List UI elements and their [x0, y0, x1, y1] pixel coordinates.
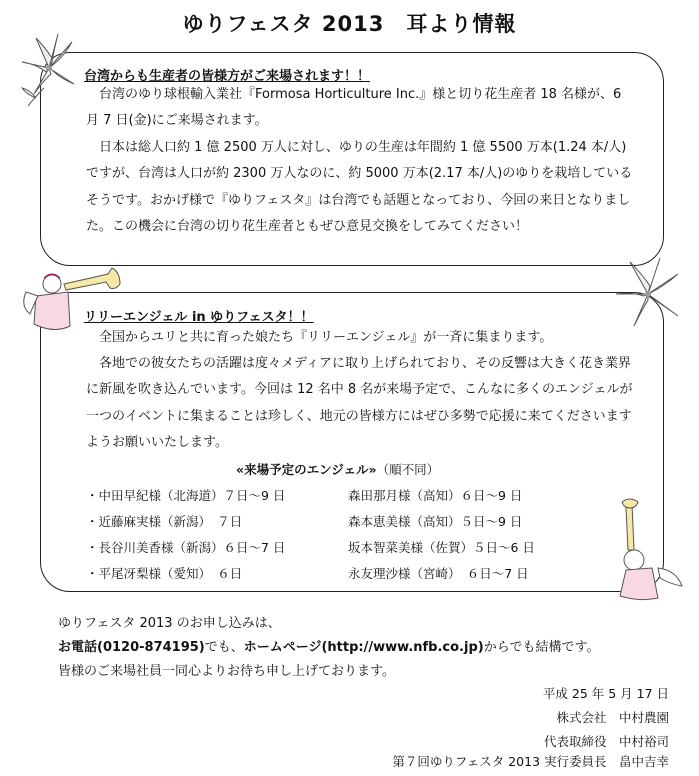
angel-trumpet-icon: [20, 262, 130, 342]
lily-flower-icon: [14, 28, 84, 108]
lily-angel-paragraph-2: 各地での彼女たちの活躍は度々メディアに取り上げられており、その反響は大きく花き業界に新風を吹き込んでいます。今回は 12 名中 8 名が来場予定で、こんなに多くのエンジェルが一つのイベントに集まることは珍しく、地元の皆様方にはぜひ多勢で応援に来てくださいますようお願いいたします。: [86, 356, 633, 451]
angel-entry: ・近藤麻実様（新潟） ７日: [86, 514, 243, 529]
angel-entry: ・平尾冴梨様（愛知） ６日: [86, 566, 243, 581]
angel-list-title: «来場予定のエンジェル»: [236, 462, 377, 477]
taiwan-paragraph-1: 台湾のゆり球根輸入業社『Formosa Horticulture Inc.』様と切り花生産者 18 名様が、6 月 7 日(金)にご来場されます。: [86, 87, 622, 129]
document-date: 平成 25 年 5 月 17 日: [542, 686, 669, 701]
taiwan-paragraph-2: 日本は総人口約 1 億 2500 万人に対し、ゆりの生産は年間約 1 億 5500 万本(1.24 本/人)ですが、台湾は人口が約 2300 万人なのに、約 5000 万本(2.17 本/人)のゆりを栽培しているそうです。おかげ様で『ゆりフェスタ』は台湾でも話題となっており、今回の来日となりました。この機会に台湾の切り花生産者ともぜひ意見交換をしてみてください！: [86, 140, 633, 235]
angel-trumpet-icon: [596, 498, 692, 602]
lily-angel-paragraph-1: 全国からユリと共に育った娘たち『リリーエンジェル』が一斉に集まります。: [86, 330, 553, 345]
lily-angel-heading: リリーエンジェル in ゆりフェスタ！！: [84, 310, 314, 325]
homepage-link[interactable]: ホームページ(http://www.nfb.co.jp): [243, 640, 484, 655]
ceo-name: 代表取締役 中村裕司: [543, 734, 669, 749]
angel-entry: ・中田早紀様（北海道）７日〜9 日: [86, 488, 286, 503]
footer-closing: 皆様のご来場社員一同心よりお待ち申し上げております。: [58, 664, 395, 679]
company-name: 株式会社 中村農園: [556, 710, 669, 725]
angel-entry: 坂本智菜美様（佐賀）５日〜6 日: [348, 540, 535, 555]
angel-entry: ・長谷川美香様（新潟）６日〜7 日: [86, 540, 286, 555]
lily-flower-icon: [608, 254, 688, 334]
angel-entry: 森本恵美様（高知）５日〜9 日: [348, 514, 523, 529]
angel-entry: 森田那月様（高知）６日〜9 日: [348, 488, 523, 503]
footer-mid-text: でも、: [204, 640, 244, 655]
phone-number: お電話(0120-874195): [58, 640, 205, 655]
page-title: ゆりフェスタ 2013 耳より情報: [182, 12, 517, 36]
angel-list-note: （順不同）: [376, 462, 440, 477]
footer-intro: ゆりフェスタ 2013 のお申し込みは、: [58, 616, 281, 631]
angel-list-heading: [236, 460, 439, 478]
footer-end-text: からでも結構です。: [483, 640, 600, 655]
taiwan-section-heading: 台湾からも生産者の皆様方がご来場されます！！: [84, 69, 371, 84]
angel-entry: 永友理沙様（宮崎） ６日〜7 日: [348, 566, 529, 581]
footer-contact-line: [58, 636, 600, 655]
committee-chair: 第７回ゆりフェスタ 2013 実行委員長 畠中吉幸: [392, 754, 669, 769]
